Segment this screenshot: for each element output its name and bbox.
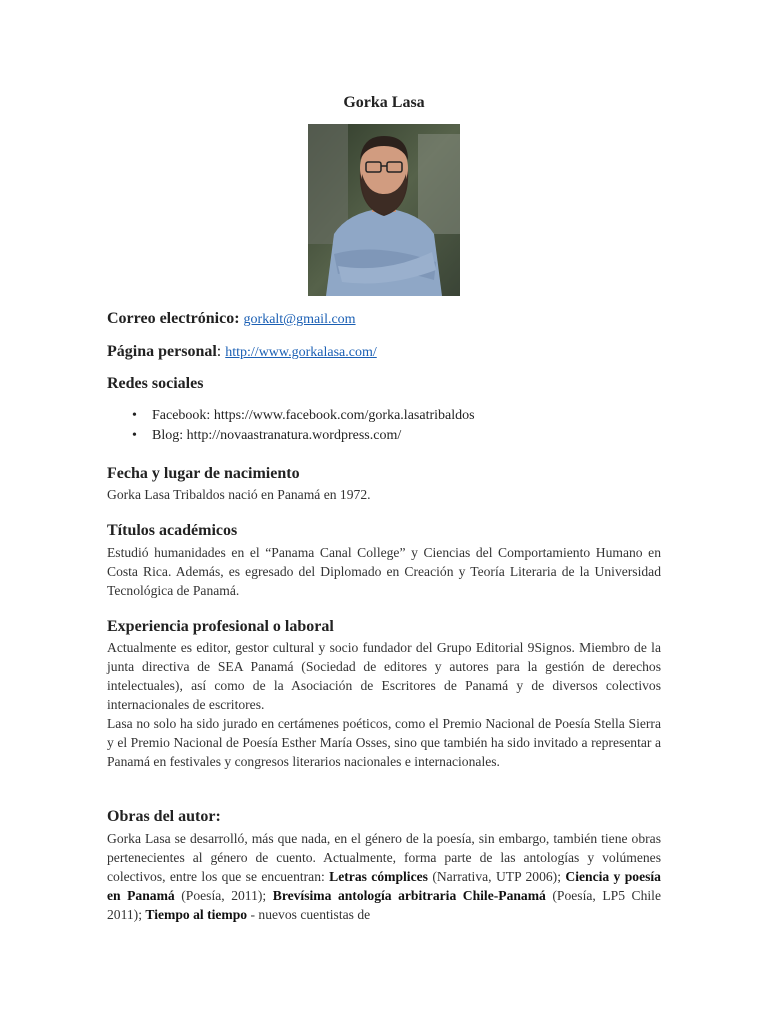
- birth-text: [107, 485, 661, 504]
- works-intro: Gorka Lasa se desarrolló, más que nada, en el género de la poesía, sin embargo, también tiene obras pertenecientes al género de cuento. Actualmente, forma parte de las antologías y volúmenes colectivos, entre los que se encuentran:: [107, 831, 661, 884]
- experience-paragraph-1: Actualmente es editor, gestor cultural y socio fundador del Grupo Editorial 9Signos. Miembro de la junta directiva de SEA Panamá (Sociedad de editores y autores para la gestión de derechos intelectuales), así como de la Asociación de Escritores de Panamá y de diversos colectivos internacionales de escritores.: [107, 640, 661, 712]
- academic-text: [107, 543, 661, 600]
- academic-paragraph: Estudió humanidades en el “Panama Canal College” y Ciencias del Comportamiento Humano en Costa Rica. Además, es egresado del Diplomado en Creación y Teoría Literaria de la Universidad Tecnológica de Panamá.: [107, 545, 661, 598]
- work-info: (Narrativa, UTP 2006);: [427, 869, 566, 884]
- email-link[interactable]: gorkalt@gmail.com: [243, 312, 356, 327]
- experience-text: [107, 638, 661, 771]
- website-link[interactable]: http://www.gorkalasa.com/: [225, 345, 377, 360]
- academic-heading: Títulos académicos: [107, 522, 238, 539]
- works-paragraph: [107, 829, 661, 924]
- author-name-title: Gorka Lasa: [343, 94, 425, 111]
- social-list: [107, 406, 475, 446]
- list-item: • Blog: http://novaastranatura.wordpress.com/: [107, 426, 475, 446]
- work-info: - nuevos cuentistas de: [247, 907, 371, 922]
- works-text: [107, 829, 661, 924]
- work-info: (Poesía, 2011);: [174, 888, 273, 903]
- work-info: (Poesía, LP5 Chile 2011);: [107, 888, 661, 922]
- work-title: Letras cómplices: [329, 869, 428, 884]
- work-title: Ciencia y poesía en Panamá: [107, 869, 661, 903]
- email-row: [107, 310, 356, 328]
- author-photo: [308, 124, 460, 296]
- works-heading: Obras del autor:: [107, 808, 221, 825]
- work-title: Tiempo al tiempo: [145, 907, 248, 922]
- experience-paragraph-2: Lasa no solo ha sido jurado en certámenes poéticos, como el Premio Nacional de Poesía Stella Sierra y el Premio Nacional de Poesía Esther María Osses, sino que también ha sido invitado a representar a Panamá en festivales y congresos literarios nacionales e internacionales.: [107, 716, 661, 769]
- portrait-image: [308, 124, 460, 296]
- list-item: • Facebook: https://www.facebook.com/gorka.lasatribaldos: [107, 406, 475, 426]
- birth-heading: Fecha y lugar de nacimiento: [107, 465, 300, 482]
- social-heading: Redes sociales: [107, 375, 204, 392]
- experience-heading: Experiencia profesional o laboral: [107, 618, 334, 635]
- work-title: Brevísima antología arbitraria Chile-Panamá: [272, 888, 546, 903]
- birth-paragraph: Gorka Lasa Tribaldos nació en Panamá en 1972.: [107, 487, 371, 502]
- website-row: [107, 343, 377, 361]
- website-label: Página personal: [107, 343, 217, 360]
- email-label: Correo electrónico:: [107, 310, 240, 327]
- website-colon: :: [216, 343, 222, 360]
